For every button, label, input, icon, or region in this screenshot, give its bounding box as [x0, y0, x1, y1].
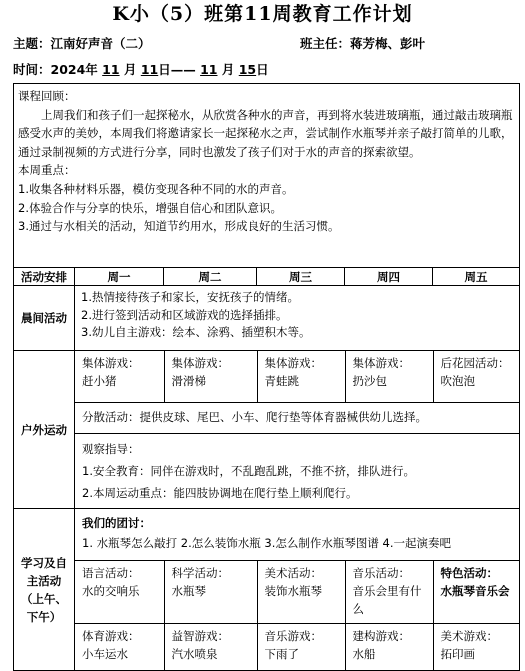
game-type: 音乐游戏：	[264, 629, 322, 643]
morning-item: 3.幼儿自主游戏：绘本、涂鸦、插塑积木等。	[81, 325, 311, 339]
activity-type: 音乐活动：	[352, 566, 410, 580]
activity-type: 科学活动：	[171, 566, 229, 580]
learning-cell	[75, 509, 520, 671]
morning-item: 1.热情接待孩子和家长，安抚孩子的情绪。	[81, 290, 299, 304]
game-type: 体育游戏：	[82, 629, 140, 643]
game-cell	[433, 351, 520, 403]
split-activity: 分散活动：提供皮球、尾巴、小车、爬行垫等体育器械供幼儿选择。	[75, 403, 520, 434]
activity-cell-special	[433, 561, 520, 624]
header-row	[14, 268, 520, 286]
header-cell: 活动安排	[14, 268, 75, 286]
activity-cell	[345, 561, 433, 624]
morning-cell	[75, 286, 520, 351]
activity-cell	[257, 561, 345, 624]
time-start-month: 11	[102, 62, 120, 77]
activity-cell	[75, 561, 164, 624]
time-start-day: 11	[140, 62, 159, 77]
outdoor-games	[75, 351, 520, 508]
game-type: 建构游戏：	[352, 629, 410, 643]
header-cell: 周一	[75, 268, 164, 286]
plan-title: 我们的团讨：	[82, 516, 151, 530]
time-month-label-2: 月	[221, 62, 235, 77]
header-cell: 周二	[164, 268, 257, 286]
game-cell	[75, 351, 164, 403]
activity-name: 音乐会里有什么	[352, 584, 422, 616]
activity-type: 语言活动：	[82, 566, 140, 580]
theme-line	[13, 34, 151, 52]
guide-cell	[75, 434, 520, 509]
learning-label-line: （上午、	[21, 591, 67, 606]
time-month-label: 月	[123, 62, 137, 77]
header-cell: 周五	[433, 268, 520, 286]
game-type: 集体游戏：	[82, 356, 140, 370]
plan-body: 1. 水瓶琴怎么敲打 2.怎么装饰水瓶 3.怎么制作水瓶琴图谱 4.一起演奏吧	[82, 536, 452, 550]
intro-cell	[14, 84, 520, 268]
guide-title: 观察指导：	[82, 442, 140, 456]
plan-cell	[75, 509, 520, 561]
outdoor-label: 户外运动	[14, 351, 75, 509]
theme-value: 江南好声音（二）	[50, 36, 151, 51]
learning-label-line: 下午）	[26, 609, 62, 624]
game-cell	[164, 351, 257, 403]
game-name: 扔沙包	[352, 374, 387, 388]
outdoor-row	[14, 351, 520, 509]
learning-label-line: 主活动	[26, 573, 62, 588]
time-year: 2024年	[50, 62, 98, 77]
game-name: 水船	[352, 647, 376, 661]
game-cell	[257, 351, 345, 403]
activity-name: 水瓶琴	[171, 584, 206, 598]
time-day-label: 日	[256, 62, 269, 77]
activity-name: 装饰水瓶琴	[264, 584, 322, 598]
game-name: 小车运水	[82, 647, 128, 661]
outdoor-cell	[75, 351, 520, 509]
time-line	[13, 60, 269, 78]
plan-table	[13, 83, 520, 671]
game-cell	[164, 624, 257, 671]
focus-item: 3.通过与水相关的活动，知道节约用水，形成良好的生活习惯。	[18, 219, 340, 234]
activity-name: 水瓶琴音乐会	[440, 584, 510, 598]
teacher-label: 班主任：	[300, 36, 351, 51]
game-name: 下雨了	[264, 647, 299, 661]
activity-type: 美术活动：	[264, 566, 322, 580]
game-cell	[433, 624, 520, 671]
learning-label-line: 学习及自	[21, 555, 67, 570]
teacher-value: 蒋芳梅、彭叶	[350, 36, 426, 51]
game-cell	[257, 624, 345, 671]
learning-row	[14, 509, 520, 671]
learning-label	[14, 509, 75, 671]
game-name: 汽水喷泉	[171, 647, 218, 661]
header-cell: 周三	[257, 268, 345, 286]
document-title: K小（5）班第11周教育工作计划	[112, 3, 413, 25]
time-end-month: 11	[200, 62, 218, 77]
review-body: 上周我们和孩子们一起探秘水，从欣赏各种水的声音，再到将水装进玻璃瓶，通过敲击玻璃瓶感受水声的美妙，本周我们将邀请家长一起探秘水之声，尝试制作水瓶琴并亲子敲打简单的儿歌，通过录制视频的方式进行分享，同时也激发了孩子们对于水的声音的探索欲望。	[18, 107, 513, 159]
game-type: 集体游戏：	[171, 356, 229, 370]
activity-name: 水的交响乐	[82, 584, 140, 598]
game-type: 后花园活动：	[440, 356, 510, 370]
game-name: 滑滑梯	[171, 374, 206, 388]
game-type: 集体游戏：	[352, 356, 410, 370]
morning-row	[14, 286, 520, 351]
activity-cell	[164, 561, 257, 624]
theme-label: 主题：	[13, 36, 51, 51]
game-type: 集体游戏：	[264, 356, 322, 370]
activity-type: 特色活动：	[440, 566, 498, 580]
time-dash: 日——	[158, 62, 196, 77]
game-name: 赶小猪	[82, 374, 117, 388]
game-cell	[345, 351, 433, 403]
intro-row	[14, 84, 520, 268]
game-name: 拓印画	[440, 647, 475, 661]
game-cell	[345, 624, 433, 671]
game-type: 益智游戏：	[171, 629, 229, 643]
guide-item: 2.本周运动重点：能四肢协调地在爬行垫上顺利爬行。	[82, 486, 358, 500]
header-cell: 周四	[345, 268, 433, 286]
learning-grid	[75, 509, 520, 670]
focus-title: 本周重点：	[18, 163, 76, 178]
time-end-day: 15	[238, 62, 257, 77]
guide-item: 1.安全教育：同伴在游戏时，不乱跑乱跳，不推不挤，排队进行。	[82, 464, 415, 478]
game-name: 青蛙跳	[264, 374, 299, 388]
morning-label: 晨间活动	[14, 286, 75, 351]
game-type: 美术游戏：	[440, 629, 498, 643]
time-label: 时间：	[13, 62, 51, 77]
focus-item: 2.体验合作与分享的快乐，增强自信心和团队意识。	[18, 200, 282, 215]
game-name: 吹泡泡	[440, 374, 475, 388]
game-cell	[75, 624, 164, 671]
morning-item: 2.进行签到活动和区域游戏的选择插排。	[81, 307, 288, 322]
review-title: 课程回顾：	[18, 89, 76, 103]
teacher-line	[300, 34, 425, 52]
focus-item: 1.收集各种材料乐器，模仿变现各种不同的水的声音。	[18, 181, 294, 196]
